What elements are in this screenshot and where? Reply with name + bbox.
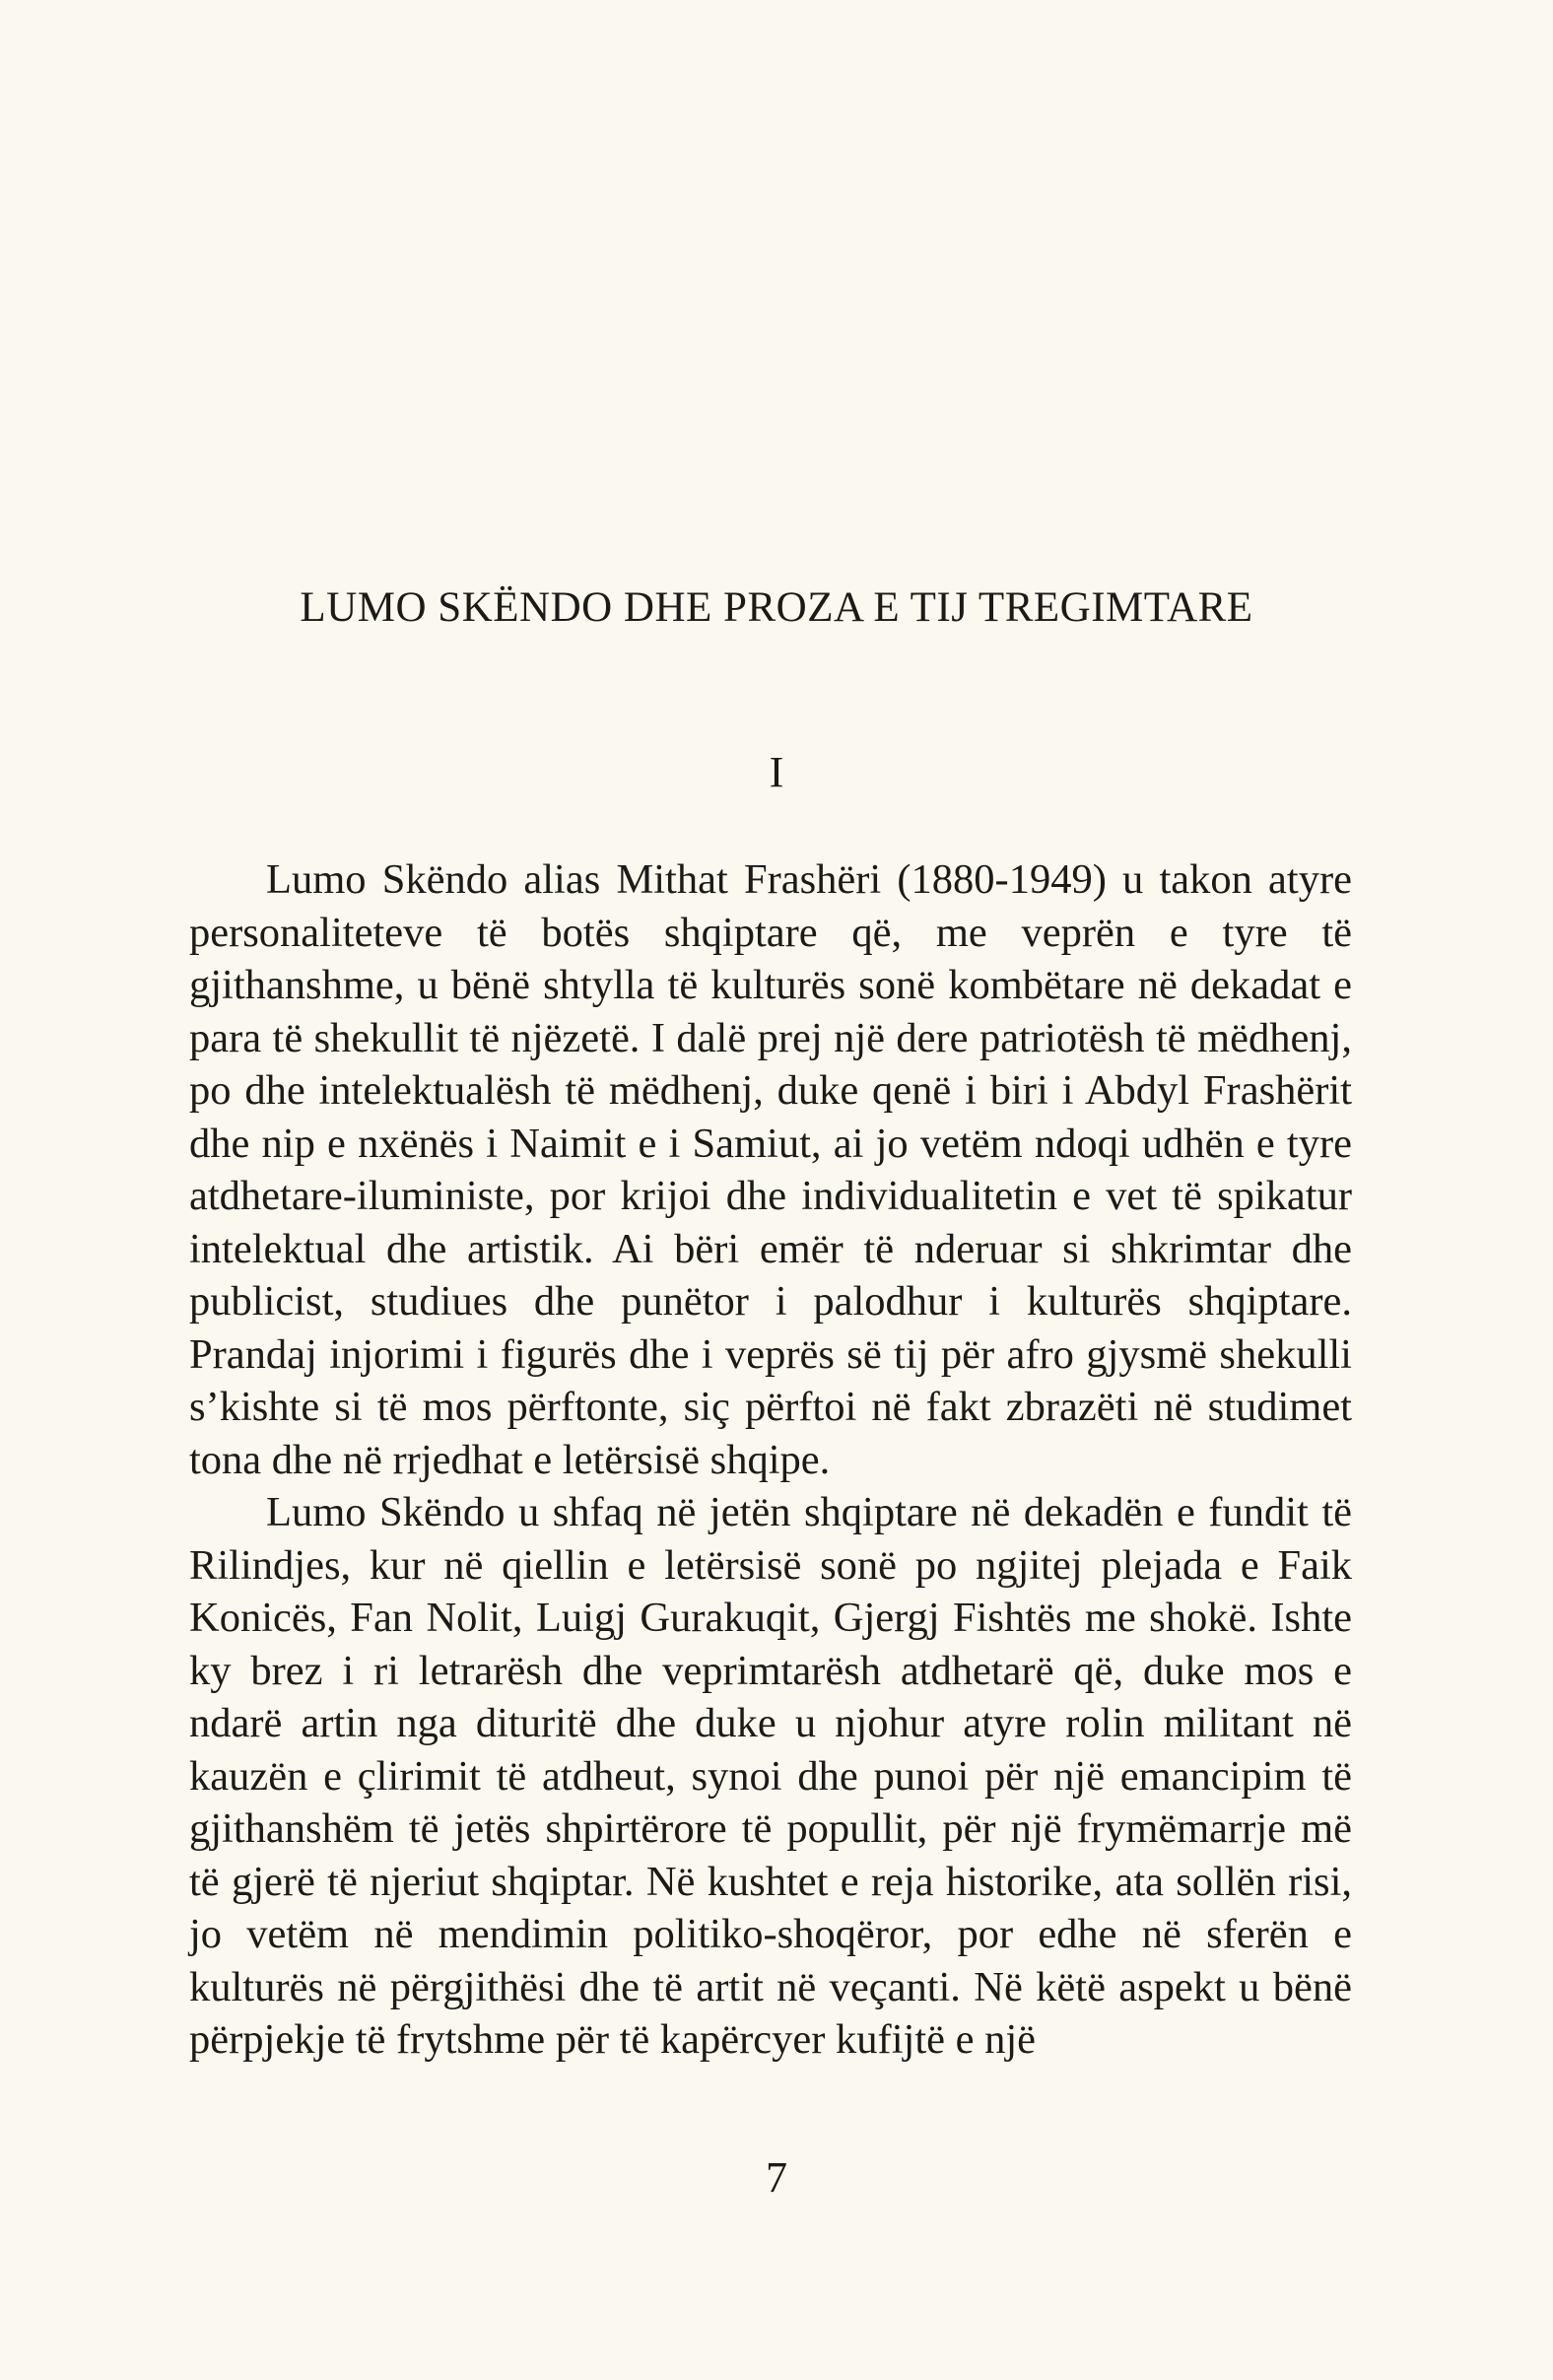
page-number: 7 xyxy=(766,2153,787,2202)
paragraph: Lumo Skëndo u shfaq në jetën shqiptare në dekadën e fundit të Rilindjes, kur në qiellin e letërsisë sonë po ngjitej plejada e Faik Konicës, Fan Nolit, Luigj Gurakuqit, Gjergj Fishtës me shokë. Ishte ky brez i ri letrarësh dhe veprimtarësh atdhetarë që, duke mos e ndarë artin nga dituritë dhe duke u njohur atyre rolin militant në kauzën e çlirimit të atdheut, synoi dhe punoi për një emancipim të gjithanshëm të jetës shpirtërore të popullit, për një frymëmarrje më të gjerë të njeriut shqiptar. Në kushtet e reja historike, ata sollën risi, jo vetëm në mendimin politiko-shoqëror, por edhe në sferën e kulturës në përgjithësi dhe të artit në veçanti. Në këtë aspekt u bënë përpjekje të frytshme për të kapërcyer kufijtë e një xyxy=(189,1489,1352,2063)
body-text xyxy=(189,853,1352,2067)
section-number: I xyxy=(769,748,784,796)
paragraph: Lumo Skëndo alias Mithat Frashëri (1880-1949) u takon atyre personaliteteve të botës shqiptare që, me veprën e tyre të gjithanshme, u bënë shtylla të kulturës sonë kombëtare në dekadat e para të shekullit të njëzetë. I dalë prej një dere patriotësh të mëdhenj, po dhe intelektualësh të mëdhenj, duke qenë i biri i Abdyl Frashërit dhe nip e nxënës i Naimit e i Samiut, ai jo vetëm ndoqi udhën e tyre atdhetare-iluministe, por krijoi dhe individualitetin e vet të spikatur intelektual dhe artistik. Ai bëri emër të nderuar si shkrimtar dhe publicist, studiues dhe punëtor i palodhur i kulturës shqiptare. Prandaj injorimi i figurës dhe i veprës së tij për afro gjysmë shekulli s’kishte si të mos përftonte, siç përftoi në fakt zbrazëti në studimet tona dhe në rrjedhat e letërsisë shqipe. xyxy=(189,856,1352,1483)
chapter-title: LUMO SKËNDO DHE PROZA E TIJ TREGIMTARE xyxy=(300,584,1253,631)
